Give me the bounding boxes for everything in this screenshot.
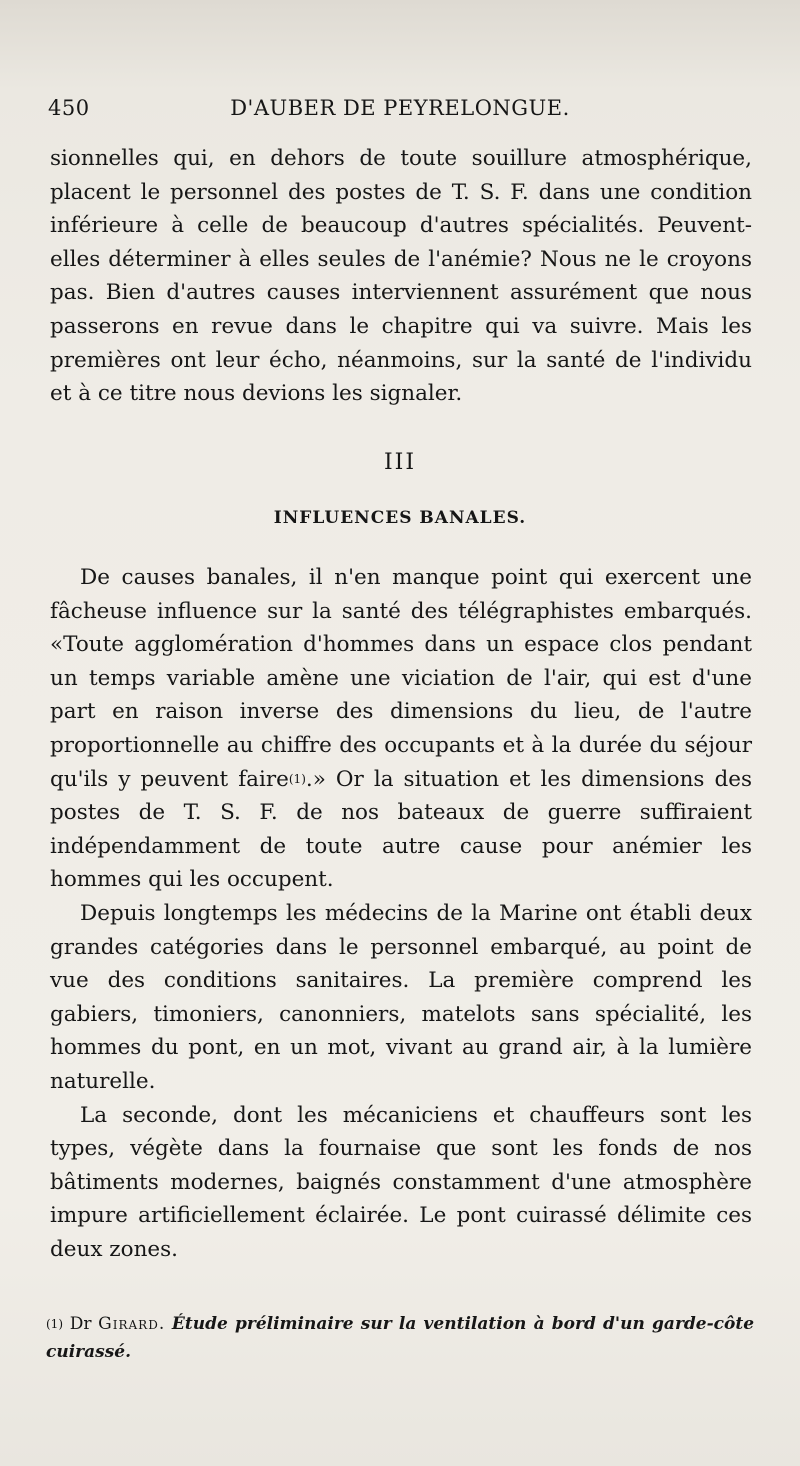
footnote-title: Étude préliminaire sur la ventilation à bord d'un garde-côte cuirassé. [46, 1314, 755, 1362]
section-text-block [50, 561, 752, 1266]
running-title: D'AUBER DE PEYRELONGUE. [230, 96, 570, 120]
footnote [46, 1310, 754, 1366]
section-number: III [383, 450, 417, 475]
footnote-reference: (1) [288, 771, 306, 786]
paragraph-categories: Depuis longtemps les médecins de la Marine ont établi deux grandes catégories dans le personnel embarqué, au point de vue des conditions sanitaires. La première comprend les gabiers, timoniers, canonniers, matelots sans spécialité, les hommes du pont, en un mot, vivant au grand air, à la lumière naturelle. [50, 900, 752, 1094]
intro-paragraph: sionnelles qui, en dehors de toute souillure atmosphérique, placent le personnel des postes de T. S. F. dans une condition inférieure à celle de beaucoup d'autres spécialités. Peuvent-elles déterminer à elles seules de l'anémie? Nous ne le croyons pas. Bien d'autres causes interviennent assurément que nous passerons en revue dans le chapitre qui va suivre. Mais les premières ont leur écho, néanmoins, sur la santé de l'individu et à ce titre nous devions les signaler. [50, 146, 752, 407]
paragraph-causes-banales [50, 561, 752, 897]
running-head [48, 96, 752, 126]
page-number: 450 [48, 96, 90, 120]
footnote-author: Girard. [98, 1314, 166, 1334]
paragraph-text: De causes banales, il n'en manque point qui exercent une fâcheuse influence sur la santé des télégraphistes embarqués. «Toute agglomération d'hommes dans un espace clos pendant un temps variable amène une viciation de l'air, qui est d'une part en raison inverse des dimensions du lieu, de l'autre proportionnelle au chiffre des occupants et à la durée du séjour qu'ils y peuvent faire [50, 565, 752, 792]
paragraph-seconde: La seconde, dont les mécaniciens et chauffeurs sont les types, végète dans la fournaise que sont les fonds de nos bâtiments modernes, baignés constamment d'une atmosphère impure artificiellement éclairée. Le pont cuirassé délimite ces deux zones. [50, 1102, 752, 1262]
footnote-marker: (1) [46, 1317, 63, 1331]
intro-text-block [50, 142, 752, 411]
footnote-author-prefix: Dr [69, 1314, 92, 1334]
paragraph-text-continued: .» Or la situation et les dimensions des postes de T. S. F. de nos bateaux de guerre suffiraient indépendamment de toute autre cause pour anémier les hommes qui les occupent. [50, 766, 752, 893]
section-title: INFLUENCES BANALES. [273, 508, 527, 528]
